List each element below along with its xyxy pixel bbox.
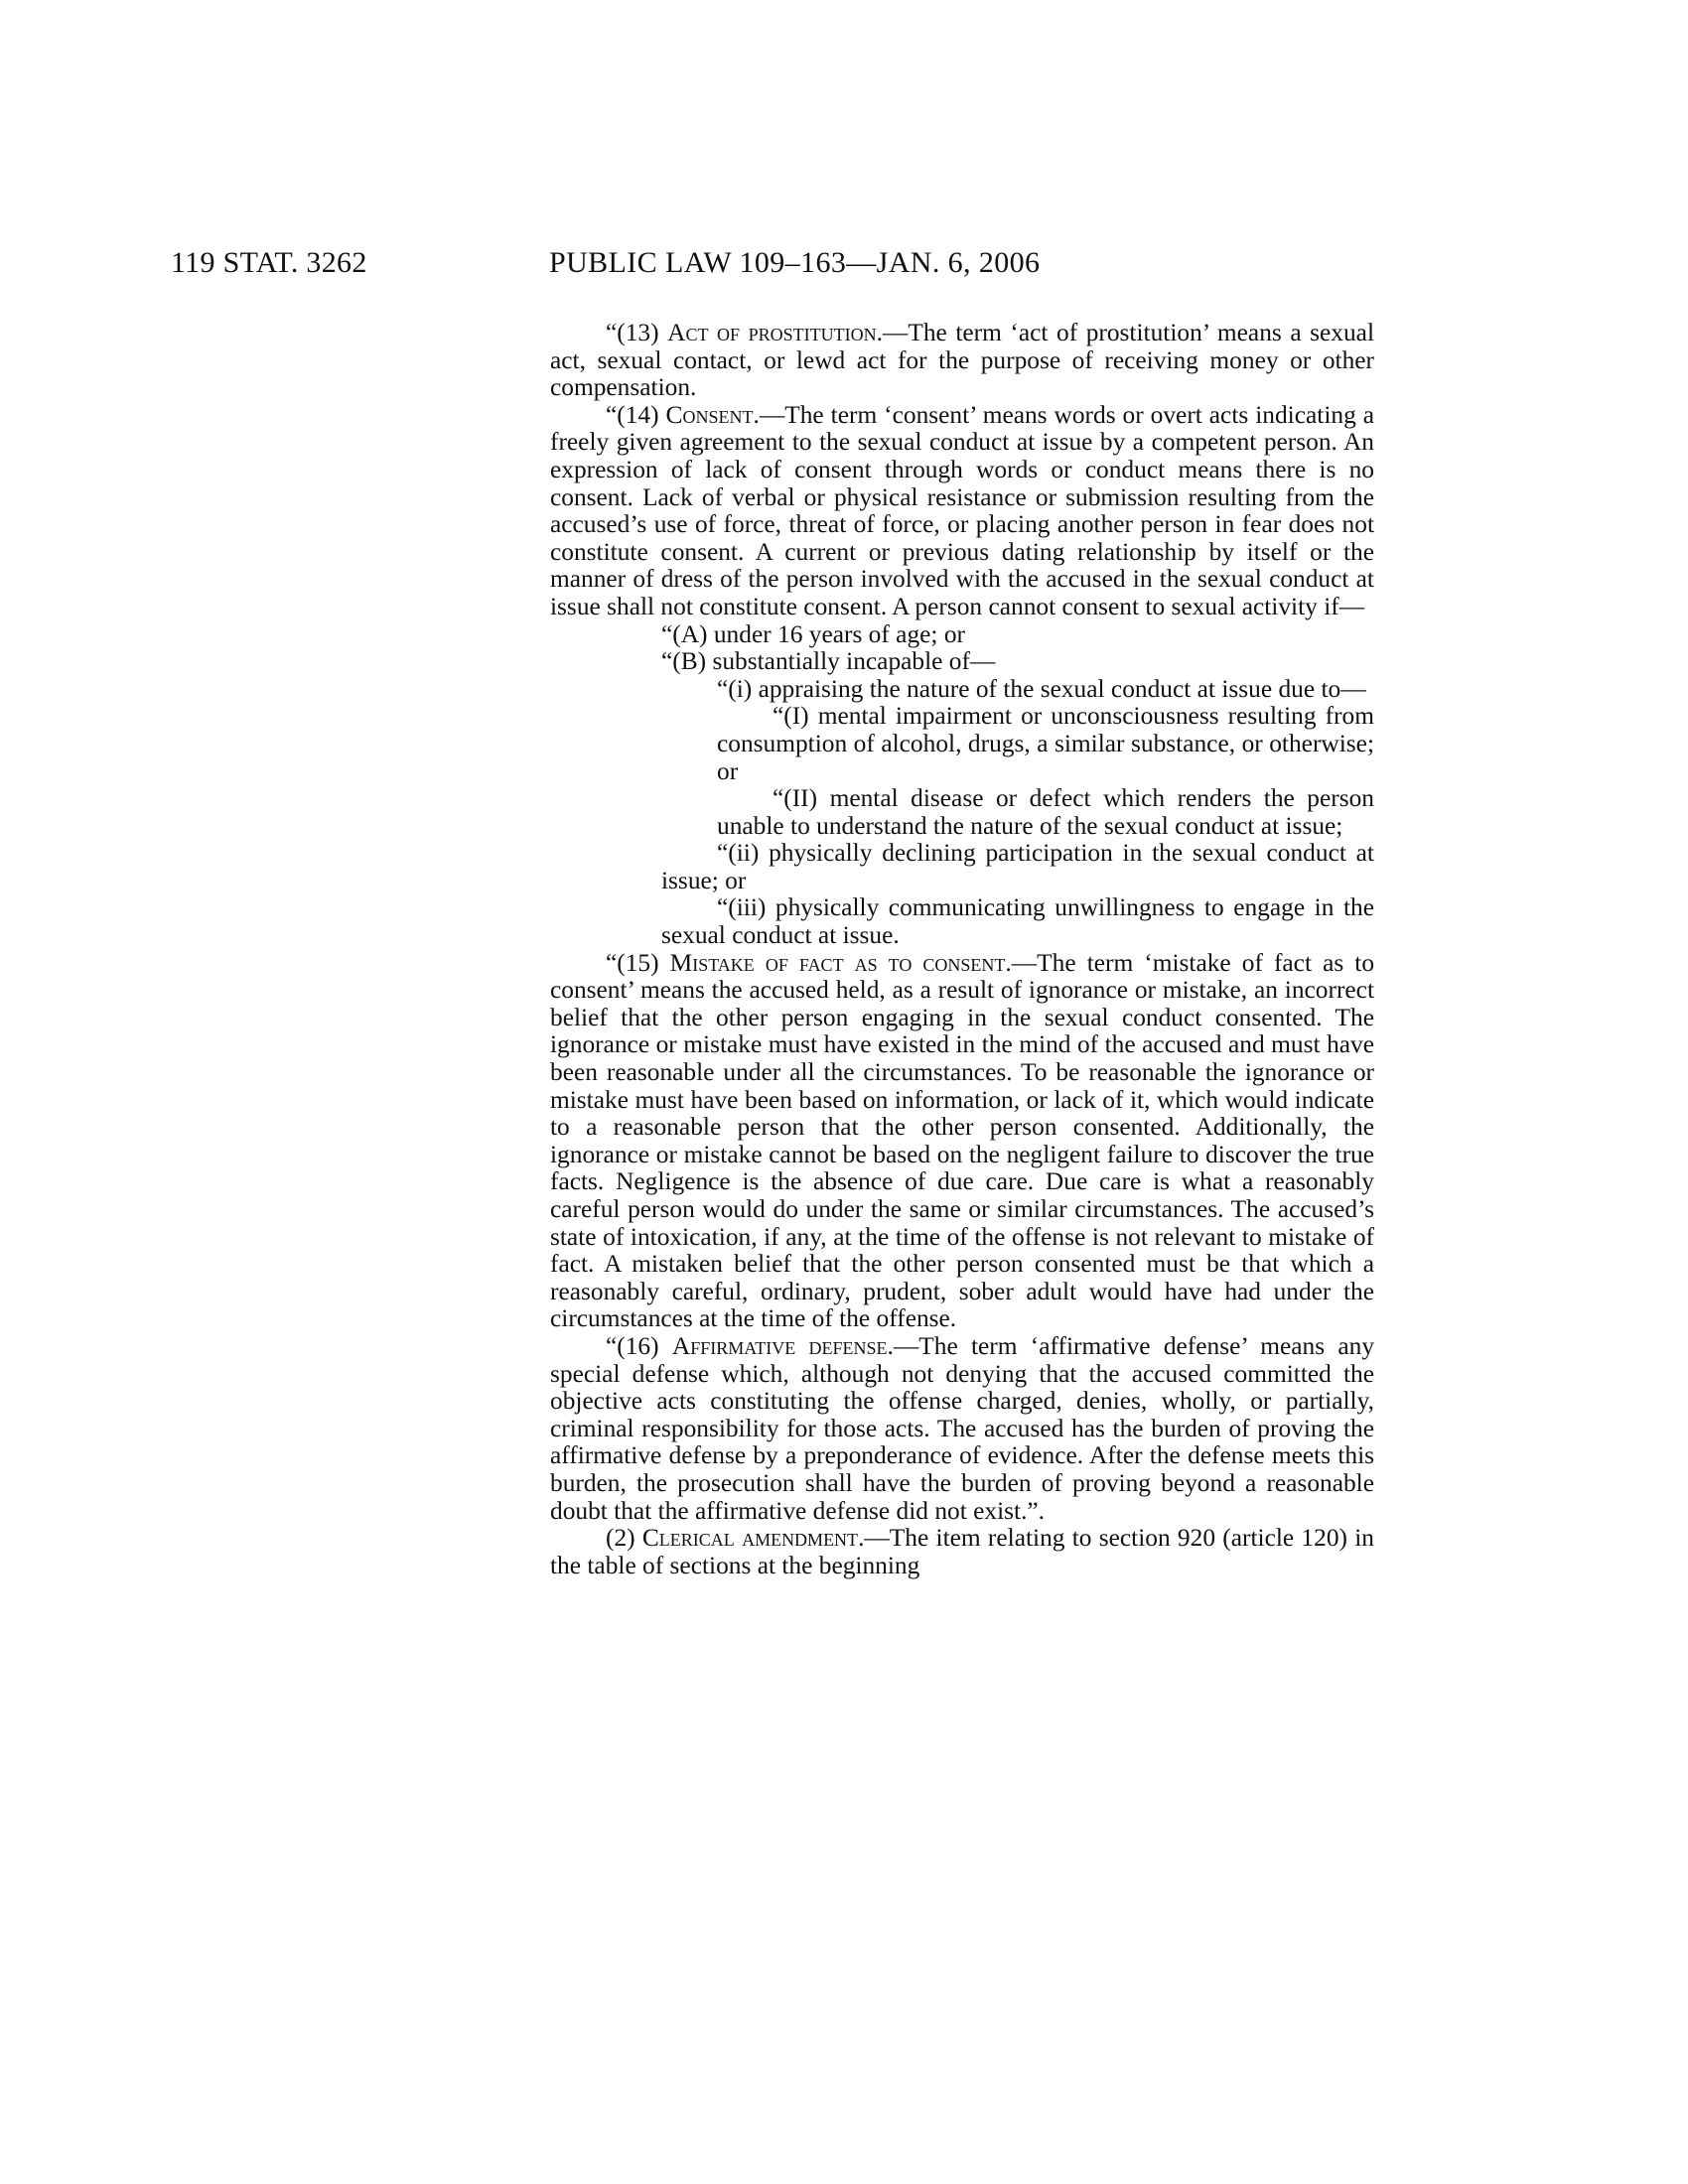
definition-15 bbox=[550, 950, 1374, 1333]
definition-13-term: Act of prostitution bbox=[667, 319, 877, 346]
definition-13-number: “(13) bbox=[606, 319, 668, 346]
subclause-II: “(II) mental disease or defect which renders the person unable to understand the nature of the sexual conduct at issue; bbox=[717, 784, 1374, 840]
definition-16-number: “(16) bbox=[606, 1331, 672, 1360]
running-head: PUBLIC LAW 109–163—JAN. 6, 2006 bbox=[549, 246, 1041, 279]
clerical-amendment-term: Clerical amendment bbox=[641, 1524, 859, 1553]
definition-15-text: .—The term ‘mistake of fact as to consent’ means the accused held, as a result of ignorance or mistake, an incorrect belief that the other person engaging in the sexual conduct consented. The ignorance or mistake must have existed in the mind of the accused and must have been reasonable under all the circumstances. To be reasonable the ignorance or mistake must have been based on information, or lack of it, which would indicate to a reasonable person that the other person consented. Additionally, the ignorance or mistake cannot be based on the negligent failure to discover the true facts. Negligence is the absence of due care. Due care is what a reasonably careful person would do under the same or similar circumstances. The accused’s state of intoxication, if any, at the time of the offense is not relevant to mistake of fact. A mistaken belief that the other person consented must be that which a reasonably careful, ordinary, prudent, sober adult would have had under the circumstances at the time of the offense. bbox=[550, 948, 1375, 1333]
clause-i: “(i) appraising the nature of the sexual conduct at issue due to— bbox=[717, 674, 1366, 703]
clause-iii: “(iii) physically communicating unwillingness to engage in the sexual conduct at issue. bbox=[661, 893, 1374, 950]
clerical-amendment-number: (2) bbox=[606, 1524, 642, 1553]
clerical-amendment-text: .—The item relating to section 920 (article 120) in the table of sections at the beginning bbox=[550, 1524, 1374, 1579]
subclause-I: “(I) mental impairment or unconsciousness resulting from consumption of alcohol, drugs, a similar substance, or otherwise; or bbox=[717, 702, 1374, 785]
clerical-amendment bbox=[550, 1525, 1374, 1579]
definition-16-text: .—The term ‘affirmative defense’ means any special defense which, although not denying that the accused committed the objective acts constituting the offense charged, denies, wholly, or partially, criminal responsibility for those acts. The accused has the burden of proving the affirmative defense by a preponderance of evidence. After the defense meets this burden, the prosecution shall have the burden of proving beyond a reasonable doubt that the affirmative defense did not exist.”. bbox=[550, 1331, 1375, 1525]
definition-13-text: .—The term ‘act of prostitution’ means a sexual act, sexual contact, or lewd act for the purpose of receiving money or other compensation. bbox=[550, 319, 1375, 402]
subparagraph-b: “(B) substantially incapable of— bbox=[661, 647, 996, 676]
definition-14 bbox=[550, 402, 1374, 621]
statute-citation: 119 STAT. 3262 bbox=[171, 246, 367, 279]
page-header bbox=[0, 246, 1688, 286]
definition-14-number: “(14) bbox=[606, 400, 666, 429]
definition-14-text: .—The term ‘consent’ means words or overt acts indicating a freely given agreement to the sexual conduct at issue by a competent person. An expression of lack of consent through words or conduct means there is no consent. Lack of verbal or physical resistance or submission resulting from the accused’s use of force, threat of force, or placing another person in fear does not constitute consent. A current or previous dating relationship by itself or the manner of dress of the person involved with the accused in the sexual conduct at issue shall not constitute consent. A person cannot consent to sexual activity if— bbox=[550, 400, 1374, 620]
subparagraph-a: “(A) under 16 years of age; or bbox=[661, 619, 965, 648]
definition-15-term: Mistake of fact as to consent bbox=[669, 948, 1006, 977]
definition-14-term: Consent bbox=[665, 400, 754, 429]
definition-15-number: “(15) bbox=[606, 948, 670, 977]
law-text bbox=[550, 320, 1374, 1579]
definition-16-term: Affirmative defense bbox=[671, 1331, 888, 1360]
definition-16 bbox=[550, 1333, 1374, 1525]
clause-ii: “(ii) physically declining participation in the sexual conduct at issue; or bbox=[661, 839, 1374, 894]
definition-13 bbox=[550, 320, 1374, 402]
